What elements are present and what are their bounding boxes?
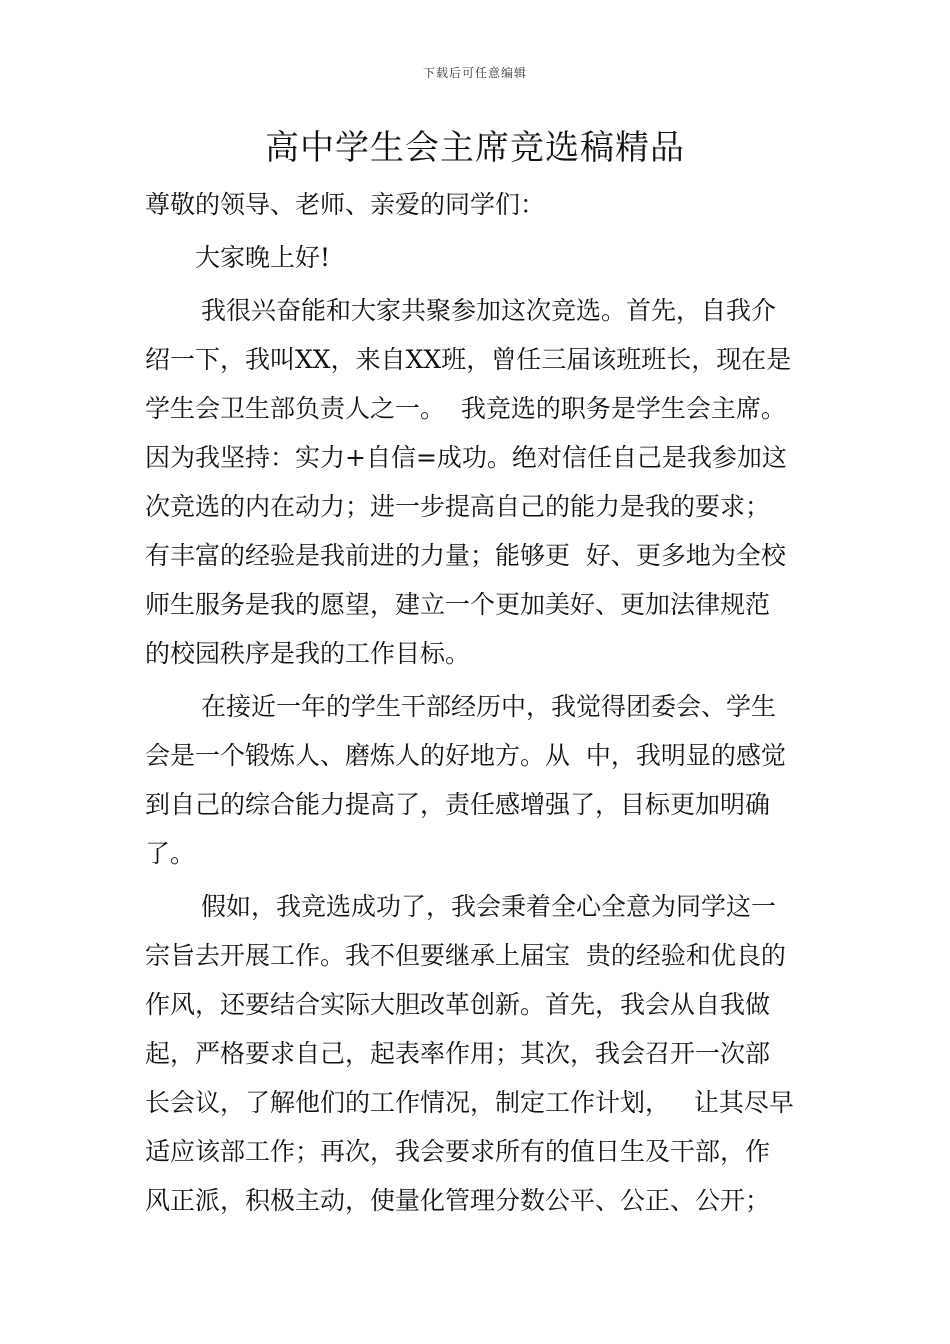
paragraph-2-line-3: 到自己的综合能力提高了，责任感增强了，目标更加明确: [145, 790, 771, 819]
paragraph-1-line-2: 绍一下，我叫XX，来自XX班，曾任三届该班班长，现在是: [145, 345, 792, 374]
header-note: 下载后可任意编辑: [422, 66, 527, 80]
paragraph-1-line-4: 因为我坚持：实力+自信=成功。绝对信任自己是我参加这: [145, 443, 787, 472]
paragraph-3-line-1: 假如，我竞选成功了，我会秉着全心全意为同学这一: [201, 892, 777, 921]
paragraph-3-line-2: 宗旨去开展工作。我不但要继承上届宝 贵的经验和优良的: [145, 941, 786, 970]
paragraph-1-line-7: 师生服务是我的愿望，建立一个更加美好、更加法律规范: [145, 590, 771, 619]
document-body: [145, 180, 810, 1225]
document-title: 高中学生会主席竞选稿精品: [265, 128, 685, 168]
paragraph-1-line-6: 有丰富的经验是我前进的力量；能够更 好、更多地为全校: [145, 541, 786, 570]
paragraph-3-line-3: 作风，还要结合实际大胆改革创新。首先，我会从自我做: [145, 990, 771, 1019]
paragraph-1-line-8: 的校园秩序是我的工作目标。: [145, 639, 471, 668]
paragraph-3-line-7: 风正派，积极主动，使量化管理分数公平、公正、公开；: [145, 1186, 771, 1215]
paragraph-2-line-1: 在接近一年的学生干部经历中，我觉得团委会、学生: [201, 692, 777, 721]
paragraph-3-line-6: 适应该部工作；再次，我会要求所有的值日生及干部，作: [145, 1137, 771, 1166]
paragraph-1-line-5: 次竞选的内在动力；进一步提高自己的能力是我的要求；: [145, 492, 771, 521]
paragraph-3-line-5: 长会议，了解他们的工作情况，制定工作计划， 让其尽早: [145, 1088, 794, 1117]
paragraph-2-line-4: 了。: [145, 839, 196, 868]
salutation-line: 尊敬的领导、老师、亲爱的同学们：: [145, 190, 546, 219]
paragraph-1-line-1: 我很兴奋能和大家共聚参加这次竞选。首先，自我介: [201, 296, 777, 325]
paragraph-2-line-2: 会是一个锻炼人、磨炼人的好地方。从 中，我明显的感觉: [145, 741, 786, 770]
paragraph-1-line-3: 学生会卫生部负责人之一。 我竞选的职务是学生会主席。: [145, 394, 786, 423]
greeting-line: 大家晚上好!: [195, 243, 331, 272]
paragraph-3-line-4: 起，严格要求自己，起表率作用；其次，我会召开一次部: [145, 1039, 771, 1068]
